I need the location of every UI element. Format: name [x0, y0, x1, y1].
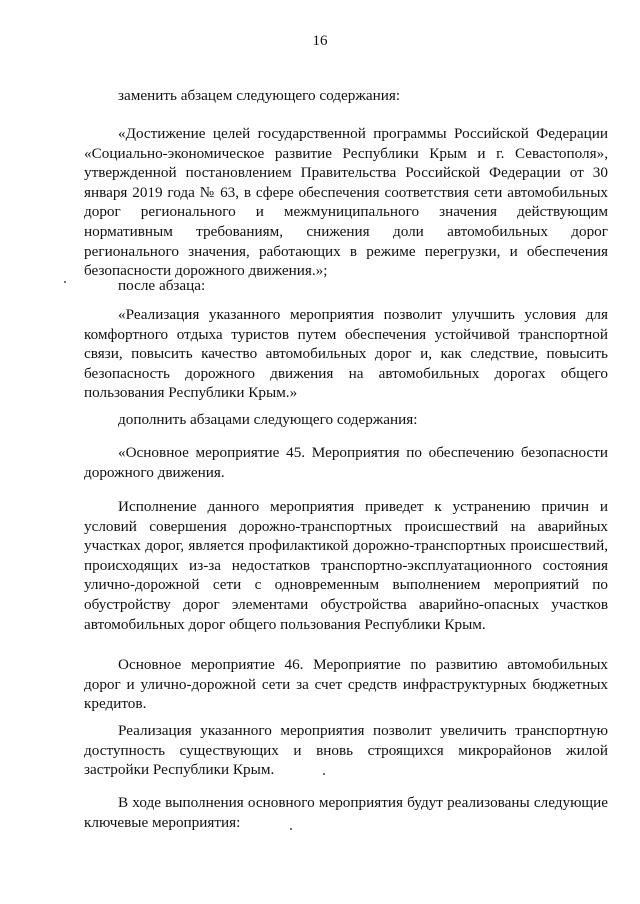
paragraph-goal-quote: «Достижение целей государственной программы Российской Федерации «Социально-экономическое развитие Республики Крым и г. Севастополя», утвержденной постановлением Правительства Российской Федерации от 30 января 2019 года № 63, в сфере обеспечения соответствия сети автомобильных дорог регионального и межмуниципального значения действующим нормативным требованиям, снижения доли автомобильных дорог регионального значения, работающих в режиме перегрузки, и обеспечения безопасности дорожного движения.»; [84, 125, 608, 280]
paragraph-measure-45: «Основное мероприятие 45. Мероприятия по обеспечению безопасности дорожного движения. [84, 444, 608, 481]
paragraph-execution: Исполнение данного мероприятия приведет к устранению причин и условий совершения дорожно-транспортных происшествий на аварийных участках дорог, является профилактикой дорожно-транспортных происшествий, происходящих из-за недостатков транспортно-эксплуатационного состояния улично-дорожной сети с одновременным выполнением мероприятий по обустройству дорог элементами обустройства аварийно-опасных участков автомобильных дорог общего пользования Республики Крым. [84, 498, 608, 633]
scan-speck [64, 281, 66, 283]
scan-speck [323, 773, 325, 775]
scan-speck [290, 828, 292, 830]
page-number: 16 [312, 33, 328, 49]
paragraph-implementation-quote: «Реализация указанного мероприятия позволит улучшить условия для комфортного отдыха туристов путем обеспечения устойчивой транспортной связи, повысить качество автомобильных дорог и, как следствие, повысить безопасность дорожного движения на автомобильных дорогах общего пользования Республики Крым.» [84, 306, 608, 402]
paragraph-add-instruction: дополнить абзацами следующего содержания: [118, 411, 418, 428]
paragraph-after-instruction: после абзаца: [118, 277, 206, 294]
paragraph-accessibility: Реализация указанного мероприятия позволит увеличить транспортную доступность существующих и вновь строящихся микрорайонов жилой застройки Республики Крым. [84, 722, 608, 779]
paragraph-key-measures: В ходе выполнения основного мероприятия будут реализованы следующие ключевые мероприятия: [84, 794, 608, 831]
paragraph-measure-46: Основное мероприятие 46. Мероприятие по развитию автомобильных дорог и улично-дорожной сети за счет средств инфраструктурных бюджетных кредитов. [84, 656, 608, 713]
paragraph-replace-instruction: заменить абзацем следующего содержания: [118, 87, 401, 104]
